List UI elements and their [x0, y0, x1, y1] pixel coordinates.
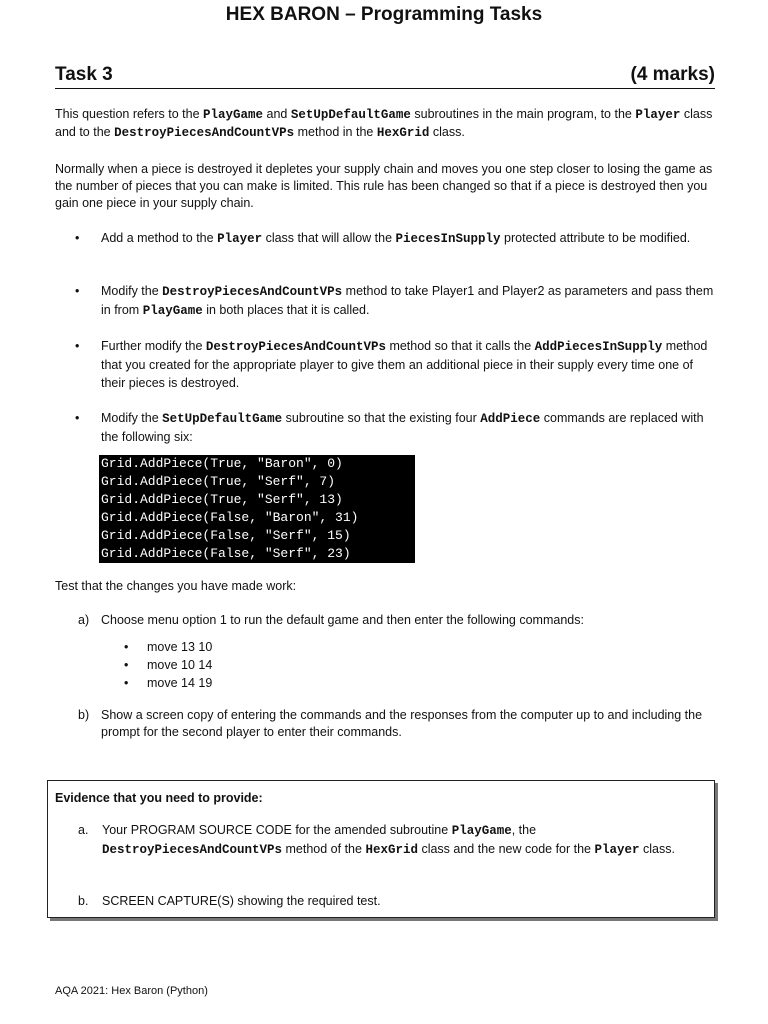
task-marks: (4 marks)	[630, 64, 715, 85]
bullet-icon: •	[75, 411, 80, 425]
sub-item-b	[78, 707, 718, 741]
bullet-item	[55, 229, 715, 248]
evidence-text-part: class.	[643, 842, 675, 856]
test-intro: Test that the changes you have made work:	[55, 579, 297, 593]
intro-text: method in the	[297, 125, 374, 139]
sub-label: b)	[78, 708, 90, 722]
code-line: Grid.AddPiece(False, "Baron", 31)	[101, 510, 359, 525]
code-line: Grid.AddPiece(True, "Baron", 0)	[101, 456, 343, 471]
evidence-item-a	[78, 821, 708, 859]
evidence-text: SCREEN CAPTURE(S) showing the required test.	[102, 894, 381, 908]
bullet-text: method so that it calls the	[389, 339, 532, 353]
code-term: PiecesInSupply	[395, 232, 501, 246]
code-term: DestroyPiecesAndCountVPs	[114, 126, 295, 140]
bullet-item	[55, 282, 715, 320]
intro-text: and	[266, 107, 288, 121]
move-list	[120, 638, 212, 692]
code-term: Player	[594, 843, 640, 857]
bullet-icon: •	[75, 231, 80, 245]
evidence-text-part: method of the	[285, 842, 362, 856]
code-term: SetUpDefaultGame	[162, 412, 283, 426]
intro-text: subroutines in the main program, to the	[414, 107, 632, 121]
code-term: DestroyPiecesAndCountVPs	[102, 843, 283, 857]
rule-change-paragraph: Normally when a piece is destroyed it depletes your supply chain and moves you one step closer to losing the game as the number of pieces that you can make is limited. This rule has been changed so that if a piece is destroyed then you gain one piece in your supply chain.	[55, 162, 713, 210]
bullet-text: method that you created for the appropriate player to give them an additional piece in their supply every time one of their pieces is destroyed.	[101, 339, 708, 390]
sub-item-a	[78, 612, 718, 629]
code-term: PlayGame	[142, 304, 203, 318]
page-footer: AQA 2021: Hex Baron (Python)	[55, 985, 208, 997]
code-line: Grid.AddPiece(True, "Serf", 7)	[101, 474, 336, 489]
bullet-text: in both places that it is called.	[206, 303, 370, 317]
task-name: Task 3	[55, 64, 113, 85]
bullet-item	[55, 337, 715, 392]
list-item	[120, 638, 212, 656]
bullet-icon: •	[75, 339, 80, 353]
evidence-label: b.	[78, 894, 89, 908]
sub-text: Show a screen copy of entering the commands and the responses from the computer up to and including the prompt for the second player to enter their commands.	[101, 708, 703, 739]
code-line: Grid.AddPiece(False, "Serf", 23)	[101, 546, 351, 561]
code-block	[99, 455, 415, 563]
move-text: move 14 19	[147, 676, 213, 690]
code-term: DestroyPiecesAndCountVPs	[205, 340, 386, 354]
evidence-text-part: class and the new code for the	[421, 842, 592, 856]
bullet-icon: •	[124, 658, 129, 672]
intro-paragraph	[55, 106, 715, 142]
bullet-text: class that will allow the	[265, 231, 393, 245]
bullet-text: commands are replaced with the following six:	[101, 411, 704, 444]
bullet-icon: •	[124, 640, 129, 654]
code-term: DestroyPiecesAndCountVPs	[162, 285, 343, 299]
bullet-text: subroutine so that the existing four	[285, 411, 477, 425]
list-item	[120, 674, 212, 692]
document-title: HEX BARON – Programming Tasks	[225, 4, 543, 25]
code-term: PlayGame	[203, 108, 264, 122]
evidence-item-b	[78, 892, 708, 910]
bullet-text: method to take Player1 and Player2 as parameters and pass them in from	[101, 284, 714, 317]
sub-label: a)	[78, 613, 90, 627]
bullet-text: Add a method to the	[101, 231, 214, 245]
code-term: Player	[635, 108, 681, 122]
code-term: Player	[217, 232, 263, 246]
evidence-text-part: Your PROGRAM SOURCE CODE for the amended subroutine	[102, 823, 449, 837]
task-header	[55, 64, 715, 89]
code-term: HexGrid	[365, 843, 418, 857]
bullet-item	[55, 409, 715, 446]
bullet-text: Modify the	[101, 284, 159, 298]
code-line: Grid.AddPiece(True, "Serf", 13)	[101, 492, 343, 507]
evidence-text-part: , the	[511, 823, 537, 837]
code-line: Grid.AddPiece(False, "Serf", 15)	[101, 528, 351, 543]
code-term: HexGrid	[376, 126, 430, 140]
bullet-text: protected attribute to be modified.	[504, 231, 691, 245]
sub-text: Choose menu option 1 to run the default game and then enter the following commands:	[101, 613, 584, 627]
code-term: SetUpDefaultGame	[290, 108, 411, 122]
bullet-icon: •	[75, 284, 80, 298]
move-text: move 10 14	[147, 658, 213, 672]
list-item	[120, 656, 212, 674]
code-term: AddPiecesInSupply	[534, 340, 663, 354]
evidence-box	[47, 780, 715, 918]
move-text: move 13 10	[147, 640, 213, 654]
intro-text: class.	[432, 125, 465, 139]
bullet-icon: •	[124, 676, 129, 690]
bullet-text: Further modify the	[101, 339, 203, 353]
evidence-title: Evidence that you need to provide:	[55, 791, 263, 805]
code-term: PlayGame	[451, 824, 512, 838]
bullet-text: Modify the	[101, 411, 159, 425]
intro-text: This question refers to the	[55, 107, 200, 121]
code-term: AddPiece	[480, 412, 541, 426]
evidence-text	[78, 821, 708, 859]
evidence-label: a.	[78, 823, 89, 837]
intro-text: class and to the	[55, 107, 713, 139]
